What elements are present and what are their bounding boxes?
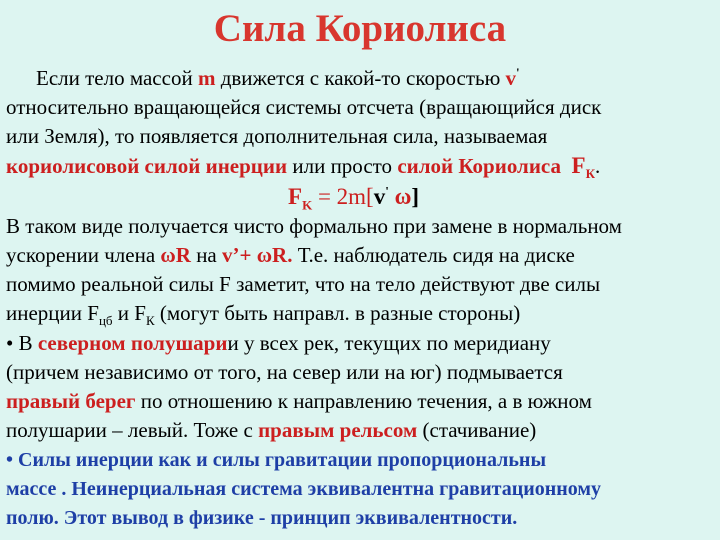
p1-line-4 <box>6 153 601 182</box>
prime-mark: ' <box>516 65 520 80</box>
northern-hemisphere-term: северном полушари <box>37 331 228 355</box>
bullet1-line-1 <box>6 331 551 356</box>
p2-line-4 <box>6 301 521 329</box>
centrifugal-subscript: цб <box>98 313 113 329</box>
bullet1-line-3 <box>6 389 592 414</box>
p1-line-3: или Земля), то появляется дополнительная сила, называемая <box>6 124 548 148</box>
text: . <box>595 154 601 178</box>
mass-symbol: m <box>197 66 216 90</box>
bullet2-line-3: полю. Этот вывод в физике - принцип эквивалентности. <box>6 507 518 529</box>
right-bank-term: правый берег <box>6 389 136 413</box>
p1-line-1 <box>36 66 520 91</box>
coriolis-inertia-term: кориолисовой силой инерции <box>6 154 288 178</box>
text: или просто <box>287 154 398 178</box>
force-symbol: F <box>571 153 586 178</box>
bullet1-line-2: (причем независимо от того, на север или на юг) подмывается <box>6 360 563 384</box>
formula-sub: K <box>302 197 313 213</box>
text: и у всех рек, текущих по меридиану <box>227 331 551 355</box>
formula-omega: ω <box>388 184 412 209</box>
omega-r-term: ωR <box>160 243 191 267</box>
formula-prime: ' <box>385 183 389 199</box>
velocity-symbol: v <box>505 66 517 90</box>
formula-close: ] <box>411 184 420 209</box>
p2-line-1: В таком виде получается чисто формально при замене в нормальном <box>6 214 622 238</box>
text: ускорении члена <box>6 243 161 267</box>
text: движется с какой-то скоростью <box>215 66 506 90</box>
text: по отношению к направлению течения, а в южном <box>135 389 592 413</box>
text: • В <box>6 331 38 355</box>
coriolis-formula <box>288 183 420 213</box>
text: инерции F <box>6 301 99 325</box>
p1-line-2: относительно вращающейся системы отсчета (вращающийся диск <box>6 95 602 119</box>
bullet1-line-4 <box>6 418 536 443</box>
text: на <box>190 243 222 267</box>
page-title: Сила Кориолиса <box>213 7 507 50</box>
text: и F <box>112 301 146 325</box>
coriolis-force-term: силой Кориолиса <box>397 154 562 178</box>
text: (могут быть направл. в разные стороны) <box>154 301 521 325</box>
formula-v: v <box>373 184 386 209</box>
text: (стачивание) <box>417 418 537 442</box>
text: Если тело массой <box>36 66 198 90</box>
velocity-sum-term: v’+ ωR. <box>222 243 293 267</box>
bullet2-line-1: • Силы инерции как и силы гравитации пропорциональны <box>6 449 547 471</box>
formula-eq: = 2m[ <box>312 184 374 209</box>
p2-line-3: помимо реальной силы F заметит, что на тело действуют две силы <box>6 272 601 296</box>
p2-line-2 <box>6 243 575 268</box>
formula-F: F <box>288 184 303 209</box>
bullet2-line-2: массе . Неинерциальная система эквивалентна гравитационному <box>6 478 602 500</box>
text: полушарии – левый. Тоже с <box>6 418 259 442</box>
force-subscript: К <box>585 166 596 182</box>
coriolis-subscript: К <box>145 313 155 329</box>
text: Т.е. наблюдатель сидя на диске <box>292 243 575 267</box>
right-rail-term: правым рельсом <box>258 418 418 442</box>
